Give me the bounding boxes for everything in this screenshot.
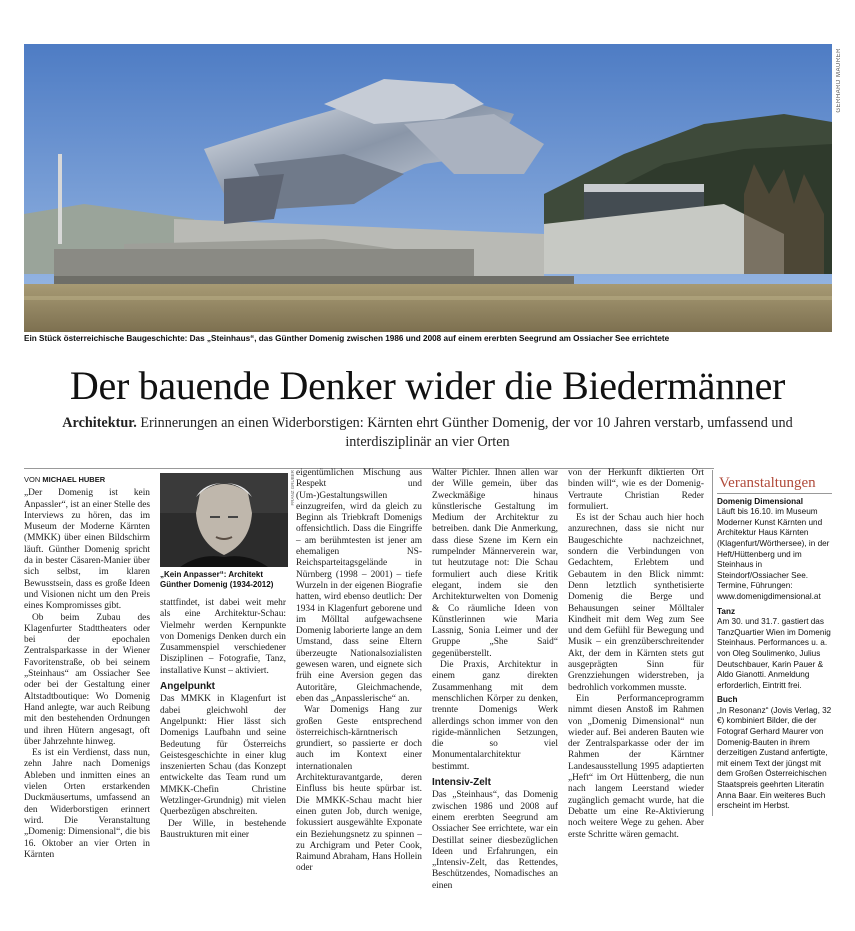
sidebar-text: „In Resonanz“ (Jovis Verlag, 32 €) kombiniert Bilder, die der Fotograf Gerhard Maurer von Domenig-Bauten in ihrem derzeitigen Zustand anfertigte, mit einem Text der jüngst mit dem Großen Österreichischen Staatspreis geehrten Literatin Anna Baar. Ein weiteres Buch erscheint im Herbst. [717,705,832,811]
photo-caption: Ein Stück österreichische Baugeschichte: Das „Steinhaus“, das Günther Domenig zwischen 1986 und 2008 auf einem ererbten Seegrund am Ossiacher See errichtete [24,334,670,343]
byline-prefix: VON [24,475,41,484]
headline: Der bauende Denker wider die Biedermänner [69,363,786,408]
sidebar-text: Läuft bis 16.10. im Museum Moderner Kunst Kärnten und Architektur Haus Kärnten (Klagenfurt/Wörthersee), in der Heft/Hüttenberg und im Steinhaus in Steindorf/Ossiacher See. Termine, Führungen: www.domenigdimensional.at [717,507,830,601]
sidebar-text: Am 30. und 31.7. gastiert das TanzQuartier Wien im Domenig Steinhaus. Performances u. a. von Oleg Soulimenko, Julius Deutschbauer, Karin Pauer & Aldo Gianotti. Anmeldung erforderlich, Eintritt frei. [717,617,831,690]
paragraph: Der Wille, in bestehende Baustrukturen mit einer [160,818,286,840]
sidebar-title: Veranstaltungen [717,470,832,494]
paragraph: eigentümlichen Mischung aus Respekt und (Um-)Gestaltungswillen einzugreifen, wird da gleich zu Beginn als Triebkraft Domenigs offensichtlich. Dass die Eingriffe – am berühmtesten ist jener am ehemaligen NS-Reichsparteitagsgelände in Nürnberg (1998 – 2001) – tiefe Wurzeln in der eigenen Biografie hatten, wird ebenso deutlich: Der 1934 in Klagenfurt geborene und im Mölltal aufgewachsene Domenig laborierte lange an dem Umstand, dass seine Eltern überzeugte Nationalsozialisten gewesen waren, und eignete sich früh eine Aversion gegen das Autoritäre, Gleichmachende, eben das „Anpasslerische“ an. [296,468,422,704]
subhead-kicker: Architektur. [62,415,137,431]
article-column-5 [568,468,704,841]
subheading-intensiv-zelt: Intensiv-Zelt [432,777,491,789]
paragraph: Es ist ein Verdienst, dass nun, zehn Jahre nach Domenigs Ableben und inmitten eines an vielen Orten erstarkenden Duckmäusertums, umfassend an den Widerborstigen erinnert wird. Die Veranstaltung „Domenig: Dimensional“, die bis 16. Oktober an vier Orten in Kärnten [24,748,150,860]
byline-author: MICHAEL HUBER [42,475,106,484]
paragraph: Es ist der Schau auch hier hoch anzurechnen, dass sie nicht nur Baugeschichte nachzeichnet, sondern die Verbindungen von Gedachtem, Erlebtem und Gebautem in den Blick nimmt: Denn letztlich synthetisierte Domenig die Berge und Behausungen seiner Mölltaler Kindheit mit dem Weg zum See und dem Gefühl für Bewegung und Musik – ein grenzüberschreitender Akt, der dem in Kärnten stets gut ausgeprägten Sinn für Grenzziehungen widerstreben, ja bedrohlich vorkommen musste. [568,513,704,693]
sidebar-heading-tanz: Tanz [717,606,736,616]
sidebar-heading-buch: Buch [717,695,738,705]
paragraph: stattfindet, ist dabei weit mehr als eine Architektur-Schau: Vielmehr werden Kernpunkte von Domenigs Denken durch ein Zusammenspiel verschiedener Disziplinen – Fotografie, Tanz, installative Kunst – aktiviert. [160,598,286,676]
subhead [60,414,795,452]
paragraph: „Der Domenig ist kein Anpassler“, ist an einer Stelle des Interviews zu hören, das im Museum der Moderne Kärnten (MMKK) über einen Bildschirm läuft. Günther Domenig spricht da in bester Cäsaren-Manier über sich selbst, im klaren Bewusstsein, dass es große Ideen und Visionen nicht um den Preis eines Kompromisses gibt. [24,488,151,612]
paragraph: Das „Steinhaus“, das Domenig zwischen 1986 und 2008 auf einem ererbten Seegrund am Ossiacher See errichtete, war ein Destillat seiner diesbezüglichen Ideen und Erfahrungen, ein „Intensiv-Zelt, das Rettendes, Beschützendes, Nomadisches an einen [432,790,558,891]
paragraph: von der Herkunft diktierten Ort binden will“, wie es der Domenig-Vertraute Christian Reder formuliert. [568,468,704,512]
paragraph: Das MMKK in Klagenfurt ist dabei gleichwohl der Angelpunkt: Hier lässt sich Domenigs Laufbahn und seine Bedeutung für Österreichs Geistesgeschichte in einer klug inszenierten Schau (das Konzept entwickelte das Team rund um MMKK-Chefin Christine Wetzlinger-Grundnig) mit vielen Querbezügen abschreiten. [160,694,286,818]
paragraph: Die Praxis, Architektur in einem ganz direkten Zusammenhang mit dem menschlichen Körper zu denken, trennte Domenigs Werk allerdings schon immer von den rigide-männlichen Setzungen, die so viel Monumentalarchitektur bestimmt. [432,660,558,772]
portrait-caption: „Kein Anpasser“: Architekt Günther Domenig (1934-2012) [160,570,274,589]
portrait-photo-domenig [160,473,288,567]
header-photo-steinhaus [24,44,832,332]
sidebar-heading-domenig-dimensional: Domenig Dimensional [717,496,803,506]
portrait-illustration [160,473,288,567]
byline [24,474,150,485]
events-sidebar [712,470,832,816]
paragraph: Walter Pichler. Ihnen allen war der Wille gemein, über das Zweckmäßige hinaus künstlerische Gestaltung im Medium der Architektur zu betreiben. dank Die Anmerkung, dass diese Szene im Kern ein rumpelnder Männerverein war, tut heutzutage not: Die Schau formuliert auch diese Kritik elegant, indem sie den Architekturwelten von Domenig & Co räumliche Ideen von Künstlerinnen wie Maria Lassnig, Sonia Leimer und der Gruppe „She Said“ gegenüberstellt. [432,468,558,659]
paragraph: Ein Performanceprogramm nimmt diesen Anstoß im Rahmen von „Domenig Dimensional“ nun wieder auf. Bei anderen Bauten wie der Zentralsparkasse oder der im Rahmen der Kärntner Landesausstellung 1995 adaptierten „Heft“ im Ort Hüttenberg, die nun nach langem Leerstand wieder zugänglich gemacht wurde, hat die Debatte um eine Re-Aktivierung noch weitere Wege zu gehen. Aber erste Schritte wären gemacht. [568,693,704,840]
photo-credit: GERHARD MAURER [836,48,842,113]
paragraph: Ob beim Zubau des Klagenfurter Stadttheaters oder bei der epochalen Zentralsparkasse in der Wiener Favoritenstraße, ob bei seinem „Steinhaus“ am Ossiacher See oder bei der Gestaltung einer Altstadtboutique: Wo Domenig Hand anlegte, war auch Reibung mit den bestehenden Ordnungen und ihren Hütern angesagt, oft über Jahrzehnte hinweg. [24,612,150,747]
article-column-3 [296,468,422,875]
paragraph: War Domenigs Hang zur großen Geste entsprechend österreichisch-kärntnerisch grundiert, so passierte er doch auch im Kontext einer internationalen Architekturavantgarde, deren Einfluss bis heute spürbar ist. Die MMKK-Schau macht hier einen guten Job, durch wenige, fokussiert ausgewählte Exponate ein Beziehungsnetz zu spinnen – zu Archigram und Peter Cook, Raimund Abraham, Hans Hollein oder [296,705,422,874]
article-column-2 [160,598,286,841]
subhead-text: Erinnerungen an einen Widerborstigen: Kärnten ehrt Günther Domenig, der vor 10 Jahren verstarb, umfassend und interdisziplinär an vier Orten [140,415,793,450]
steinhaus-photo-illustration [24,44,832,332]
article-column-1 [24,474,150,861]
subheading-angelpunkt: Angelpunkt [160,681,215,693]
article-column-4 [432,468,558,892]
portrait-credit: FRANZ GRUBER [290,470,295,506]
